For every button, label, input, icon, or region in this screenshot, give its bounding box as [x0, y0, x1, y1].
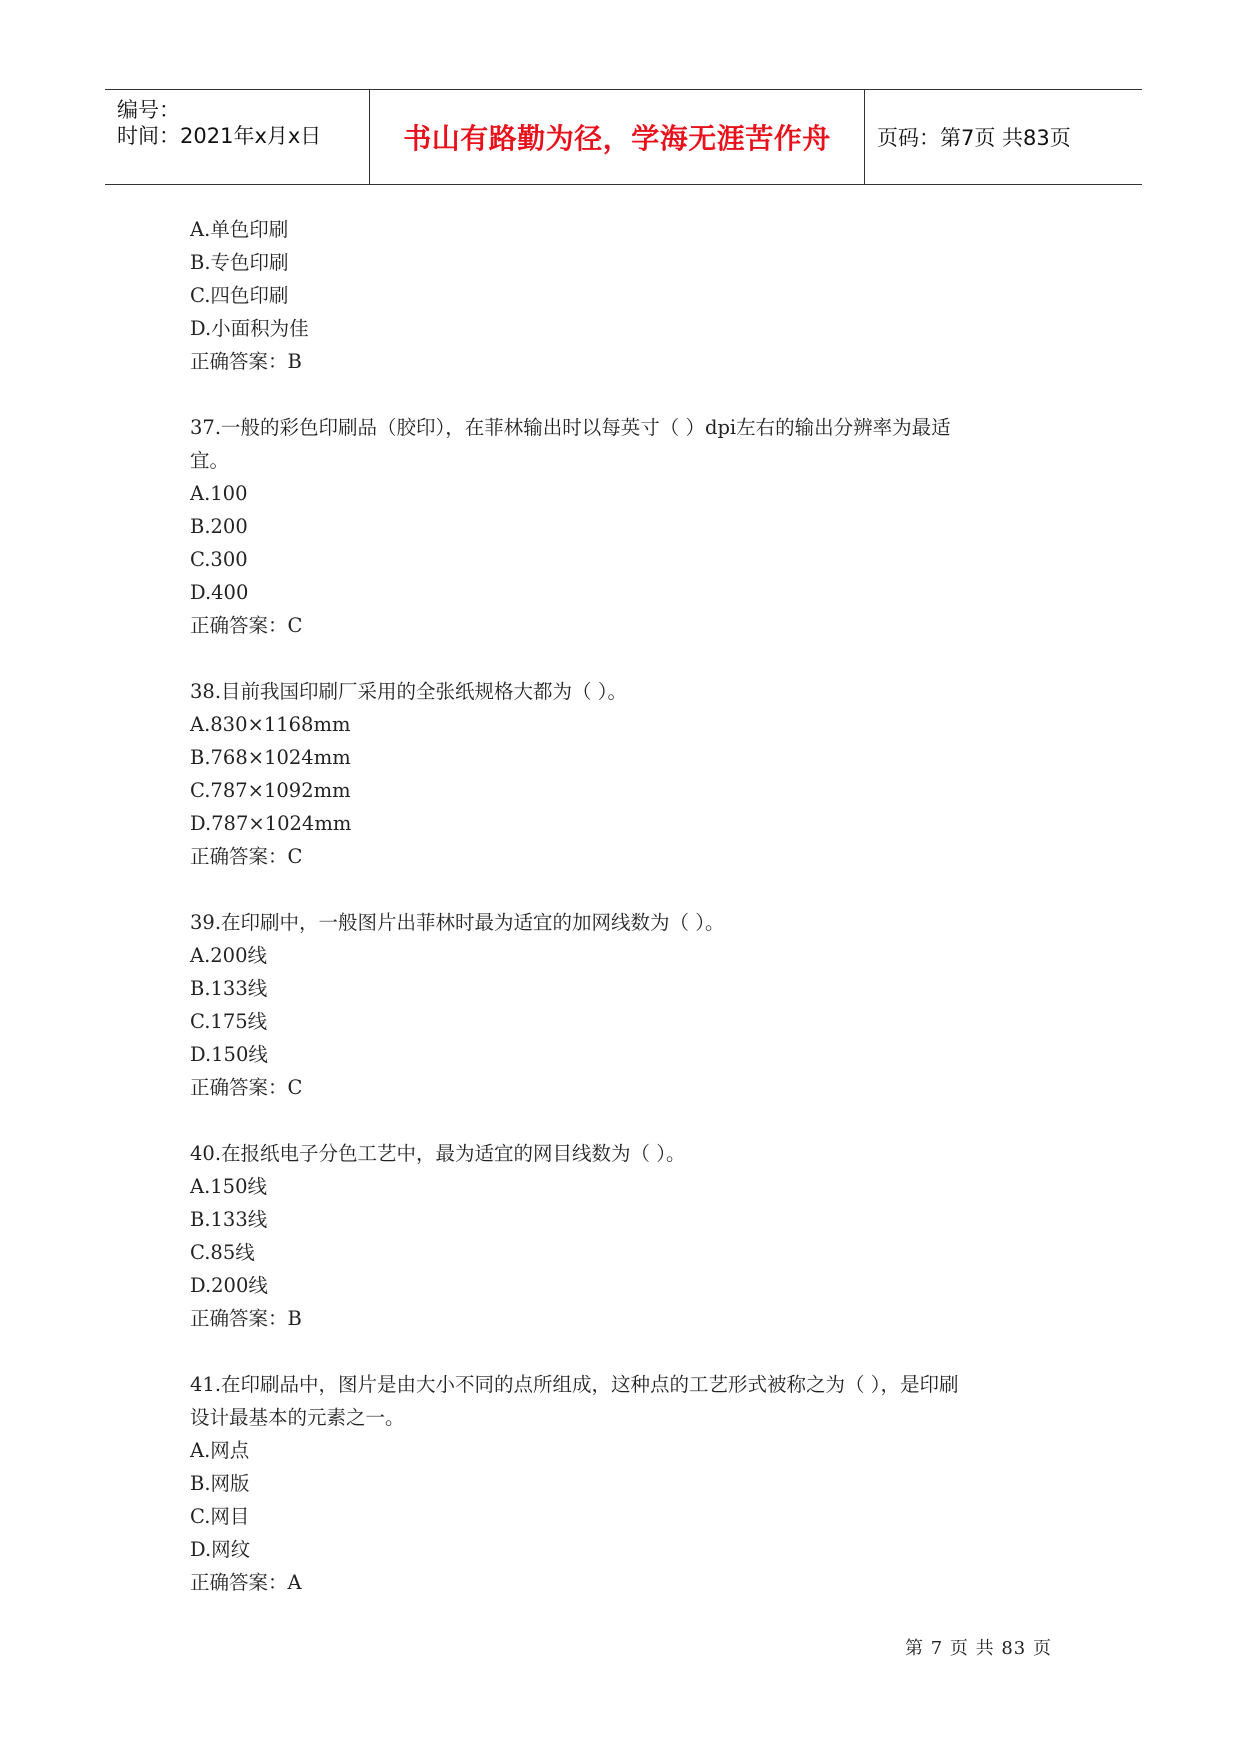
- question-block: [190, 213, 1070, 378]
- option-b: B.133线: [190, 1208, 268, 1231]
- question-block: [190, 411, 1070, 642]
- option-a: A.830×1168mm: [190, 713, 351, 736]
- header-motto: 书山有路勤为径，学海无涯苦作舟: [370, 90, 865, 184]
- option-d: D.400: [190, 581, 249, 604]
- correct-answer: 正确答案：A: [190, 1571, 302, 1594]
- option-d: D.200线: [190, 1274, 268, 1297]
- question-text-continued: 设计最基本的元素之一。: [190, 1406, 405, 1429]
- option-d: D.小面积为佳: [190, 317, 309, 340]
- page-header: [105, 89, 1142, 185]
- question-text: 39.在印刷中，一般图片出菲林时最为适宜的加网线数为（ ）。: [190, 911, 725, 934]
- header-left-cell: [105, 90, 370, 184]
- document-time-label: 时间：2021年x月x日: [117, 124, 322, 148]
- question-text: 38.目前我国印刷厂采用的全张纸规格大都为（ ）。: [190, 680, 627, 703]
- question-text-continued: 宜。: [190, 449, 230, 472]
- option-d: D.787×1024mm: [190, 812, 352, 835]
- option-a: A.200线: [190, 944, 268, 967]
- option-d: D.网纹: [190, 1538, 251, 1561]
- spacer: [190, 378, 1070, 411]
- option-b: B.专色印刷: [190, 251, 289, 274]
- option-b: B.768×1024mm: [190, 746, 351, 769]
- option-a: A.网点: [190, 1439, 250, 1462]
- correct-answer: 正确答案：C: [190, 614, 303, 637]
- question-text: 37.一般的彩色印刷品（胶印），在菲林输出时以每英寸（ ）dpi左右的输出分辨率为最适: [190, 416, 951, 439]
- option-c: C.175线: [190, 1010, 268, 1033]
- option-b: B.133线: [190, 977, 268, 1000]
- option-c: C.四色印刷: [190, 284, 289, 307]
- option-c: C.网目: [190, 1505, 250, 1528]
- document-number-label: 编号：: [117, 98, 180, 122]
- question-block: [190, 1137, 1070, 1335]
- option-a: A.100: [190, 482, 248, 505]
- question-list: [190, 213, 1070, 1599]
- spacer: [190, 1335, 1070, 1368]
- spacer: [190, 1104, 1070, 1137]
- option-b: B.200: [190, 515, 248, 538]
- spacer: [190, 642, 1070, 675]
- question-block: [190, 1368, 1070, 1599]
- option-a: A.150线: [190, 1175, 268, 1198]
- question-text: 40.在报纸电子分色工艺中，最为适宜的网目线数为（ ）。: [190, 1142, 686, 1165]
- question-block: [190, 675, 1070, 873]
- option-d: D.150线: [190, 1043, 268, 1066]
- option-c: C.85线: [190, 1241, 255, 1264]
- option-c: C.300: [190, 548, 248, 571]
- question-block: [190, 906, 1070, 1104]
- question-text: 41.在印刷品中，图片是由大小不同的点所组成，这种点的工艺形式被称之为（ ），是印刷: [190, 1373, 959, 1396]
- correct-answer: 正确答案：B: [190, 1307, 302, 1330]
- spacer: [190, 873, 1070, 906]
- correct-answer: 正确答案：C: [190, 845, 303, 868]
- option-c: C.787×1092mm: [190, 779, 351, 802]
- correct-answer: 正确答案：C: [190, 1076, 303, 1099]
- option-a: A.单色印刷: [190, 218, 289, 241]
- option-b: B.网版: [190, 1472, 250, 1495]
- page-footer: 第 7 页 共 83 页: [905, 1638, 1052, 1659]
- header-page-info: 页码：第7页 共83页: [877, 126, 1071, 150]
- correct-answer: 正确答案：B: [190, 350, 302, 373]
